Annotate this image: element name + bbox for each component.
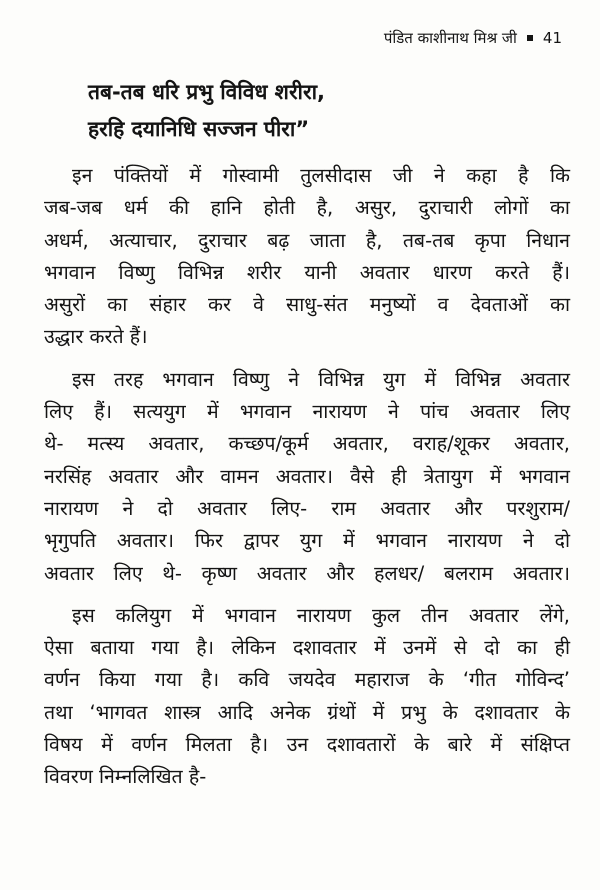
- verse-quote: [88, 74, 325, 148]
- text-line: भृगुपति अवतार। फिर द्वापर युग में भगवान नारायण ने दो: [44, 529, 570, 553]
- text-line: ऐसा बताया गया है। लेकिन दशावतार में उनमें से दो का ही: [44, 636, 570, 660]
- paragraph-2: [44, 364, 570, 590]
- page-header: [384, 28, 562, 48]
- paragraph-3: [44, 600, 570, 794]
- text-line: थे- मत्स्य अवतार, कच्छप/कूर्म अवतार, वराह/शूकर अवतार,: [44, 432, 570, 456]
- page-number: 41: [542, 29, 562, 47]
- text-line: वर्णन किया गया है। कवि जयदेव महाराज के ‘गीत गोविन्द’: [44, 668, 570, 692]
- running-title: पंडित काशीनाथ मिश्र जी: [383, 29, 517, 47]
- text-line: इस तरह भगवान विष्णु ने विभिन्न युग में विभिन्न अवतार: [72, 367, 570, 391]
- text-line: अवतार लिए थे- कृष्ण अवतार और हलधर/ बलराम अवतार।: [44, 561, 570, 585]
- text-line: अधर्म, अत्याचार, दुराचार बढ़ जाता है, तब-तब कृपा निधान: [44, 228, 570, 252]
- text-line: नारायण ने दो अवतार लिए- राम अवतार और परशुराम/: [44, 496, 570, 520]
- text-line: इन पंक्तियों में गोस्वामी तुलसीदास जी ने कहा है कि: [72, 164, 570, 187]
- text-line: असुरों का संहार कर वे साधु-संत मनुष्यों व देवताओं का: [44, 293, 570, 317]
- text-line: तथा ‘भागवत शास्त्र आदि अनेक ग्रंथों में प्रभु के दशावतार के: [44, 700, 570, 724]
- text-line: लिए हैं। सत्ययुग में भगवान नारायण ने पांच अवतार लिए: [44, 400, 570, 424]
- separator-bullet: [527, 35, 533, 41]
- paragraph-1: [44, 160, 570, 354]
- verse-line-2: हरहि दयानिधि सज्जन पीरा”: [88, 117, 310, 141]
- text-line: जब-जब धर्म की हानि होती है, असुर, दुराचारी लोगों का: [44, 196, 570, 220]
- text-line: भगवान विष्णु विभिन्न शरीर यानी अवतार धारण करते हैं।: [44, 260, 570, 284]
- text-line: नरसिंह अवतार और वामन अवतार। वैसे ही त्रेतायुग में भगवान: [44, 464, 570, 488]
- text-line: विवरण निम्नलिखित है-: [44, 765, 207, 789]
- text-line: इस कलियुग में भगवान नारायण कुल तीन अवतार लेंगे,: [72, 603, 570, 627]
- text-line: उद्धार करते हैं।: [44, 325, 148, 349]
- verse-line-1: तब-तब धरि प्रभु विविध शरीरा,: [88, 80, 325, 104]
- text-line: विषय में वर्णन मिलता है। उन दशावतारों के बारे में संक्षिप्त: [44, 733, 570, 757]
- body-text: [44, 160, 570, 794]
